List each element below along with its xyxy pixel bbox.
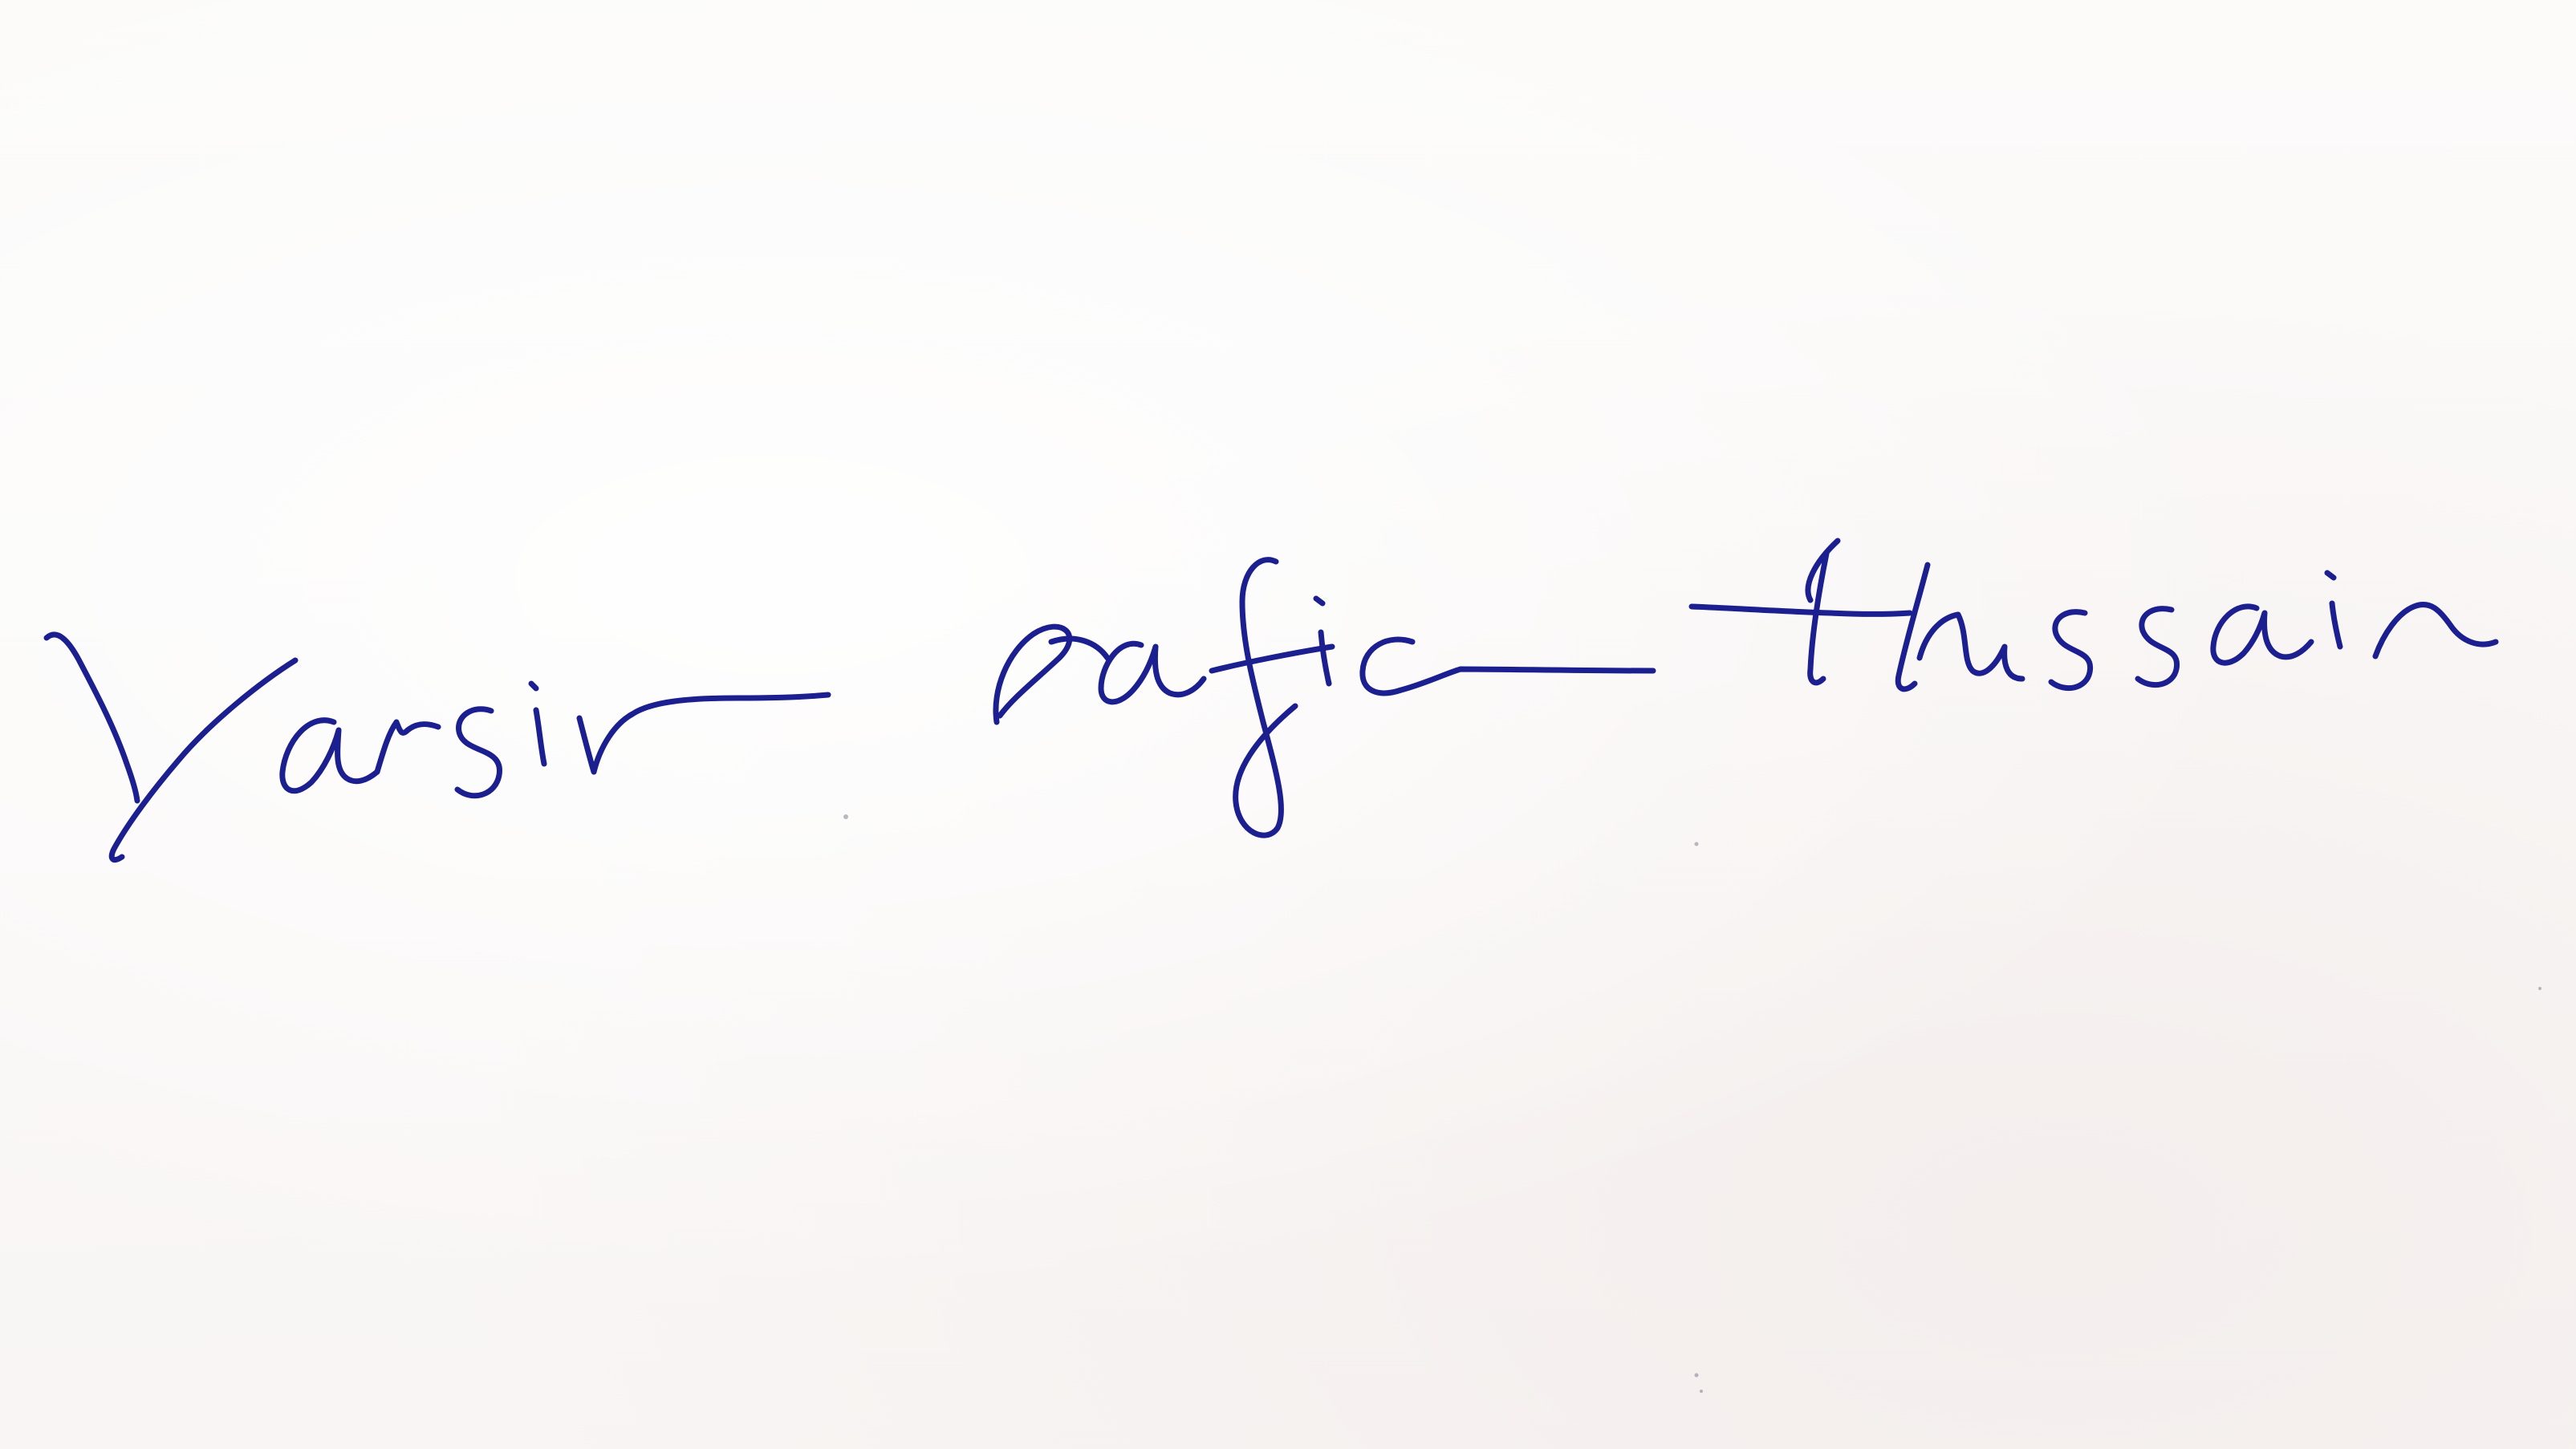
stroke-r [377,722,438,772]
signature-word-rafiq [996,560,1653,836]
paper-specks [843,814,2541,1393]
stroke-s2 [2138,609,2177,685]
stroke-y [47,635,295,860]
signature-word-hussain [1692,541,2496,689]
stroke-a1 [282,720,377,791]
stroke-f [1212,560,1332,836]
stroke-u [1920,615,2022,679]
stroke-i2 [1316,599,1329,684]
stroke-h-cross [1692,607,1910,615]
stroke-a3 [2213,607,2311,663]
stroke-i3 [2327,573,2340,647]
stroke-n [2375,604,2496,656]
stroke-s [457,709,499,796]
stroke-i [531,684,544,764]
stroke-q [1363,639,1653,693]
stroke-s1 [2051,612,2090,688]
stroke-a2 [1101,643,1204,702]
stroke-r2 [579,695,828,772]
stroke-r-cap [996,627,1107,722]
signature-word-yasir [47,635,828,860]
stroke-h-right [1898,565,1928,689]
